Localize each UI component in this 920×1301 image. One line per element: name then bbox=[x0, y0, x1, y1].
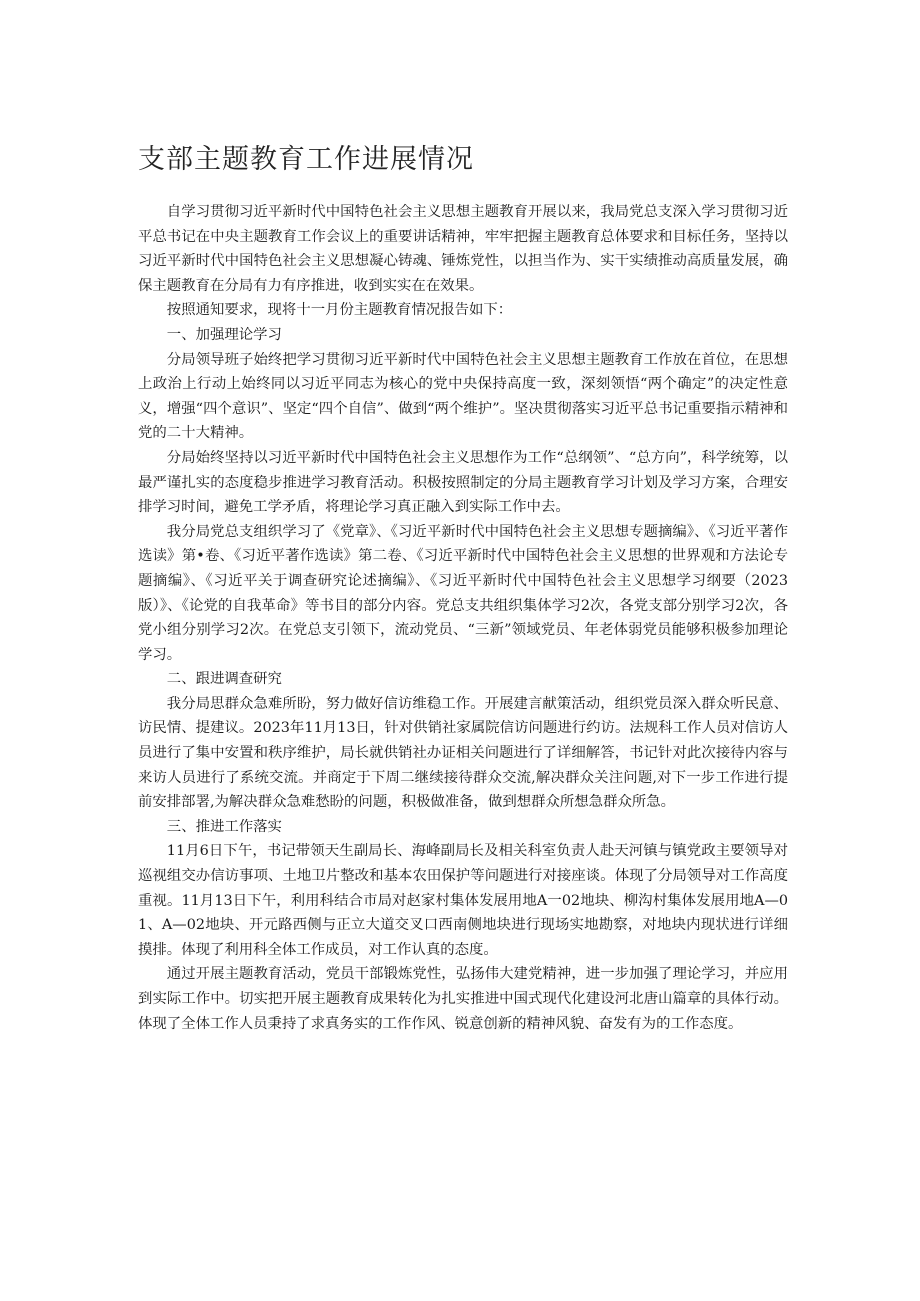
intro-paragraph: 自学习贯彻习近平新时代中国特色社会主义思想主题教育开展以来，我局党总支深入学习贯彻习近平总书记在中央主题教育工作会议上的重要讲话精神，牢牢把握主题教育总体要求和目标任务，坚持以习近平新时代中国特色社会主义思想凝心铸魂、锤炼党性，以担当作为、实干实绩推动高质量发展，确保主题教育在分局有力有序推进，收到实实在在效果。 bbox=[138, 204, 788, 294]
section-work-implementation bbox=[138, 815, 788, 1036]
body-paragraph: 通过开展主题教育活动，党员干部锻炼党性，弘扬伟大建党精神，进一步加强了理论学习，并应用到实际工作中。切实把开展主题教育成果转化为扎实推进中国式现代化建设河北唐山篇章的具体行动。体现了全体工作人员秉持了求真务实的工作作风、锐意创新的精神风貌、奋发有为的工作态度。 bbox=[138, 966, 788, 1032]
section-heading: 一、加强理论学习 bbox=[166, 326, 282, 343]
section-investigation-research bbox=[138, 667, 788, 815]
section-theory-study bbox=[138, 323, 788, 667]
body-paragraph: 分局领导班子始终把学习贯彻习近平新时代中国特色社会主义思想主题教育工作放在首位，在思想上政治上行动上始终同以习近平同志为核心的党中央保持高度一致，深刻领悟“两个确定”的决定性意义，增强“四个意识”、坚定“四个自信”、做到“两个维护”。坚决贯彻落实习近平总书记重要指示精神和党的二十大精神。 bbox=[138, 351, 788, 442]
body-paragraph: 分局始终坚持以习近平新时代中国特色社会主义思想作为工作“总纲领”、“总方向”，科学统筹，以最严谨扎实的态度稳步推进学习教育活动。积极按照制定的分局主题教育学习计划及学习方案，合理安排学习时间，避免工学矛盾，将理论学习真正融入到实际工作中去。 bbox=[138, 449, 788, 516]
page-title: 支部主题教育工作进展情况 bbox=[138, 144, 474, 175]
body-paragraph: 我分局思群众急难所盼，努力做好信访维稳工作。开展建言献策活动，组织党员深入群众听民意、访民情、提建议。2023年11月13日，针对供销社家属院信访问题进行约访。法规科工作人员对信访人员进行了集中安置和秩序维护，局长就供销社办证相关问题进行了详细解答，书记针对此次接待内容与来访人员进行了系统交流。并商定于下周二继续接待群众交流,解决群众关注问题,对下一步工作进行提前安排部署,为解决群众急难愁盼的问题，积极做准备，做到想群众所想急群众所急。 bbox=[138, 695, 788, 811]
report-line: 按照通知要求，现将十一月份主题教育情况报告如下： bbox=[166, 302, 513, 319]
section-heading: 三、推进工作落实 bbox=[166, 818, 282, 835]
body-paragraph: 11月6日下午，书记带领天生副局长、海峰副局长及相关科室负责人赴天河镇与镇党政主要领导对巡视组交办信访事项、土地卫片整改和基本农田保护等问题进行对接座谈。体现了分局领导对工作高度重视。11月13日下午，利用科结合市局对赵家村集体发展用地A一02地块、柳沟村集体发展用地A—01、A—02地块、开元路西侧与正立大道交叉口西南侧地块进行现场实地勘察，对地块内现状进行详细摸排。体现了利用科全体工作成员，对工作认真的态度。 bbox=[138, 843, 788, 958]
document-page bbox=[138, 140, 788, 1036]
body-paragraph: 我分局党总支组织学习了《党章》、《习近平新时代中国特色社会主义思想专题摘编》、《习近平著作选读》第•卷、《习近平著作选读》第二卷、《习近平新时代中国特色社会主义思想的世界观和方法论专题摘编》、《习近平关于调查研究论述摘编》、《习近平新时代中国特色社会主义思想学习纲要（2023版）》、《论党的自我革命》等书目的部分内容。党总支共组织集体学习2次，各党支部分别学习2次，各党小组分别学习2次。在党总支引领下，流动党员、“三新”领域党员、年老体弱党员能够积极参加理论学习。 bbox=[138, 523, 788, 663]
section-heading: 二、跟进调查研究 bbox=[166, 671, 282, 688]
